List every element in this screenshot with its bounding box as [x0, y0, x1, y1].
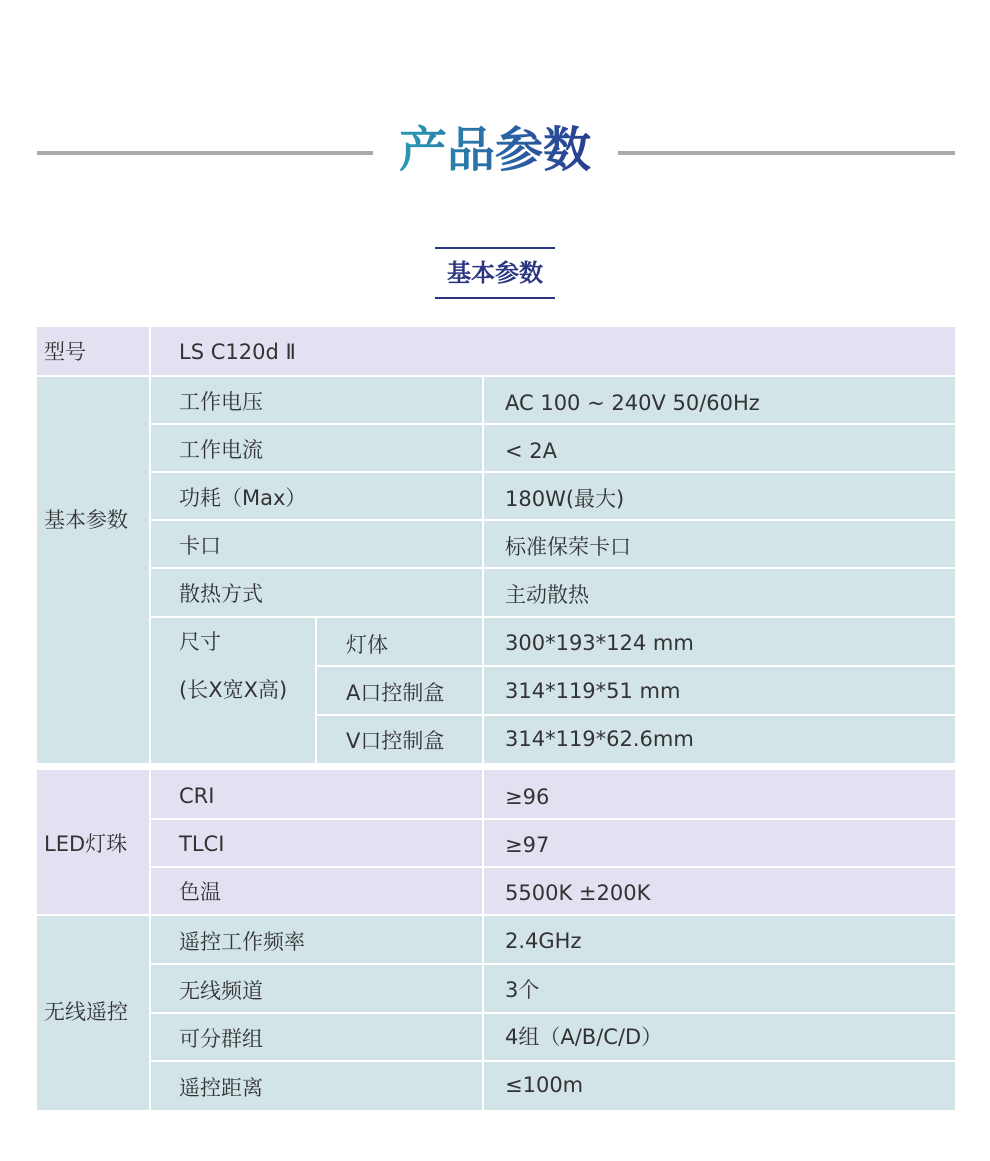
row-divider — [317, 665, 955, 667]
basic-group-label: 基本参数 — [44, 508, 128, 532]
title-rule-right — [618, 151, 955, 155]
row-divider — [37, 375, 955, 377]
wireless-row-value: 3个 — [505, 978, 540, 1002]
column-divider — [149, 327, 151, 1110]
column-divider — [482, 376, 484, 1110]
size-label-line2: (长X宽X高) — [179, 678, 288, 702]
led-row-value: ≥97 — [505, 833, 550, 857]
wireless-row-value: 4组（A/B/C/D） — [505, 1025, 663, 1049]
model-row — [37, 327, 955, 375]
led-row-value: ≥96 — [505, 785, 550, 809]
row-divider — [151, 423, 955, 425]
basic-row-value: 标准保荣卡口 — [505, 535, 631, 559]
row-divider — [151, 818, 955, 820]
basic-row-name: 工作电压 — [179, 390, 263, 414]
wireless-group-label: 无线遥控 — [44, 1000, 128, 1024]
row-divider — [151, 866, 955, 868]
basic-row-value: 主动散热 — [505, 583, 589, 607]
size-item-name: 灯体 — [346, 633, 388, 657]
column-divider — [315, 617, 317, 763]
led-row-name: CRI — [179, 784, 215, 808]
led-row-name: TLCI — [179, 832, 225, 856]
basic-row-value: < 2A — [505, 439, 557, 463]
basic-row-name: 功耗（Max） — [179, 486, 307, 510]
row-divider — [151, 616, 955, 618]
led-group-label: LED灯珠 — [44, 832, 128, 856]
basic-row-value: AC 100 ~ 240V 50/60Hz — [505, 391, 760, 415]
led-row-name: 色温 — [179, 880, 221, 904]
row-divider — [151, 963, 955, 965]
row-divider — [151, 471, 955, 473]
basic-row-name: 散热方式 — [179, 582, 263, 606]
size-item-value: 300*193*124 mm — [505, 631, 694, 655]
size-item-value: 314*119*62.6mm — [505, 727, 694, 751]
row-divider — [151, 519, 955, 521]
row-divider — [151, 1060, 955, 1062]
block-gap — [37, 763, 955, 770]
wireless-row-value: 2.4GHz — [505, 929, 582, 953]
model-label: 型号 — [44, 340, 86, 364]
page-title: 产品参数 — [395, 118, 595, 182]
model-value: LS C120d Ⅱ — [179, 340, 296, 364]
size-item-name: V口控制盒 — [346, 729, 445, 753]
wireless-row-name: 可分群组 — [179, 1027, 263, 1051]
led-row-value: 5500K ±200K — [505, 881, 651, 905]
led-block — [37, 770, 955, 914]
size-label-line1: 尺寸 — [179, 630, 221, 654]
size-item-value: 314*119*51 mm — [505, 679, 681, 703]
row-divider — [37, 914, 955, 916]
title-rule-left — [37, 151, 373, 155]
basic-row-name: 工作电流 — [179, 438, 263, 462]
basic-row-name: 卡口 — [179, 534, 221, 558]
wireless-row-name: 遥控距离 — [179, 1076, 263, 1100]
wireless-row-value: ≤100m — [505, 1073, 584, 1097]
row-divider — [317, 714, 955, 716]
wireless-row-name: 遥控工作频率 — [179, 930, 305, 954]
row-divider — [151, 567, 955, 569]
size-item-name: A口控制盒 — [346, 681, 445, 705]
basic-block — [37, 376, 955, 763]
section-title: 基本参数 — [435, 247, 555, 299]
wireless-row-name: 无线频道 — [179, 979, 263, 1003]
basic-row-value: 180W(最大) — [505, 487, 625, 511]
row-divider — [151, 1012, 955, 1014]
